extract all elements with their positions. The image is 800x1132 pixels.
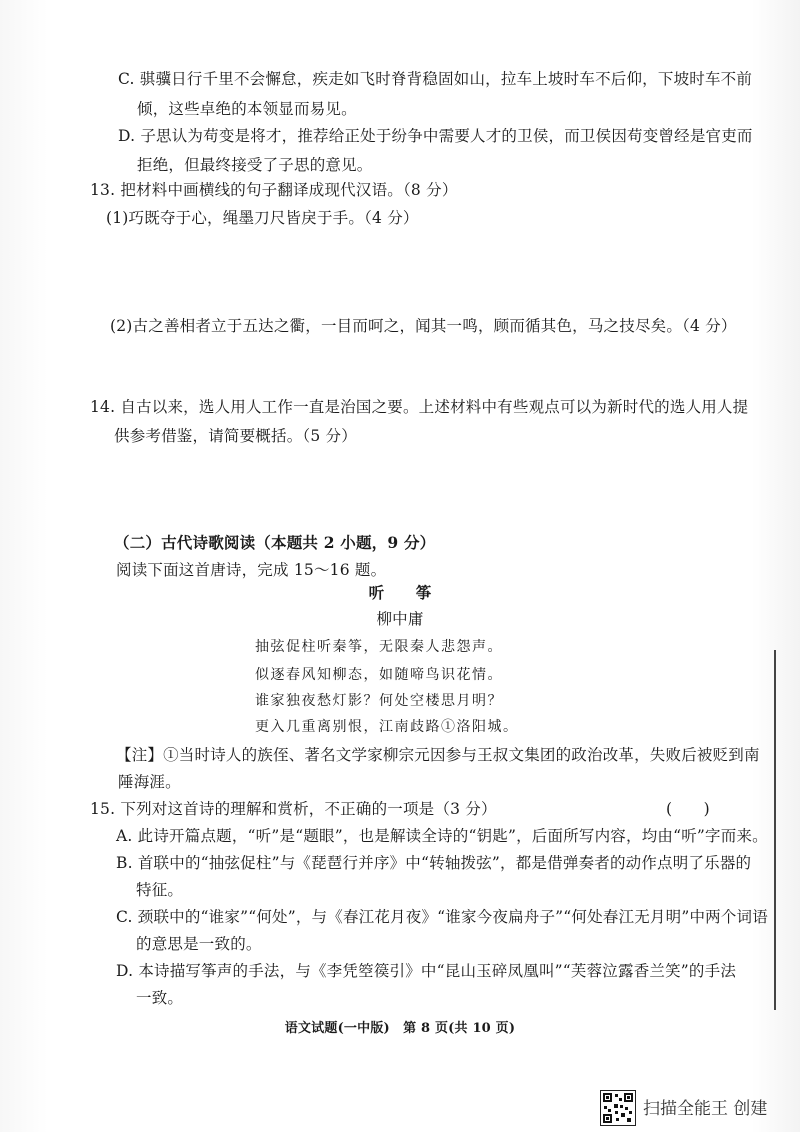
q15-option-b-line2: 特征。 (136, 881, 184, 899)
q14-line1: 14. 自古以来，选人用人工作一直是治国之要。上述材料中有些观点可以为新时代的选人用人提 (90, 398, 749, 416)
q15-option-d-line2: 一致。 (136, 989, 184, 1007)
q15-stem: 15. 下列对这首诗的理解和赏析，不正确的一项是（3 分） (90, 800, 497, 818)
poem-line: 似逐春风知柳态，如随啼鸟识花情。 (255, 667, 503, 683)
poem-note-line2: 陲海涯。 (118, 773, 181, 791)
q15-option-d-line1: D. 本诗描写筝声的手法，与《李凭箜篌引》中“昆山玉碎凤凰叫”“芙蓉泣露香兰笑”的手法 (116, 962, 737, 980)
q13-sub2: (2)古之善相者立于五达之衢，一目而呵之，闻其一鸣，顾而循其色，马之技尽矣。（4 分） (110, 317, 737, 335)
scan-edge-line (774, 650, 776, 1010)
scanner-brand: 扫描全能王 创建 (643, 1099, 768, 1119)
poem-line: 抽弦促柱听秦筝，无限秦人悲怨声。 (255, 639, 503, 655)
section-heading: （二）古代诗歌阅读（本题共 2 小题，9 分） (114, 533, 436, 552)
poem-author: 柳中庸 (376, 610, 424, 628)
option-d-line1: D. 子思认为苟变是将才，推荐给正处于纷争中需要人才的卫侯，而卫侯因苟变曾经是官吏而 (118, 127, 753, 145)
answer-bracket: ( ) (666, 800, 710, 818)
option-d-line2: 拒绝，但最终接受了子思的意见。 (137, 156, 373, 174)
q15-option-a: A. 此诗开篇点题，“听”是“题眼”，也是解读全诗的“钥匙”，后面所写内容，均由“听”字而来。 (116, 827, 768, 845)
q13-sub1: (1)巧既夺于心，绳墨刀尺皆戾于手。（4 分） (106, 209, 419, 227)
option-c-line2: 倾，这些卓绝的本领显而易见。 (137, 100, 357, 118)
poem-line: 更入几重离别恨，江南歧路①洛阳城。 (255, 719, 519, 735)
option-c-line1: C. 骐骥日行千里不会懈怠，疾走如飞时脊背稳固如山，拉车上坡时车不后仰，下坡时车不前 (118, 70, 753, 88)
q15-option-c-line2: 的意思是一致的。 (136, 935, 262, 953)
q14-line2: 供参考借鉴，请简要概括。（5 分） (114, 427, 357, 445)
q13-stem: 13. 把材料中画横线的句子翻译成现代汉语。（8 分） (90, 181, 458, 199)
q15-option-c-line1: C. 颈联中的“谁家”“何处”，与《春江花月夜》“谁家今夜扁舟子”“何处春江无月明”中两个词语 (116, 908, 768, 926)
poem-title: 听 筝 (368, 583, 432, 602)
poem-note-line1: 【注】①当时诗人的族侄、著名文学家柳宗元因参与王叔文集团的政治改革，失败后被贬到南 (116, 746, 760, 764)
q15-option-b-line1: B. 首联中的“抽弦促柱”与《琵琶行并序》中“转轴拨弦”，都是借弹奏者的动作点明了乐器的 (116, 854, 752, 872)
section-instruction: 阅读下面这首唐诗，完成 15～16 题。 (116, 561, 387, 579)
qr-code-icon (600, 1090, 636, 1126)
poem-line: 谁家独夜愁灯影？何处空楼思月明？ (255, 693, 503, 709)
page-footer: 语文试题(一中版) 第 8 页(共 10 页) (284, 1021, 516, 1036)
